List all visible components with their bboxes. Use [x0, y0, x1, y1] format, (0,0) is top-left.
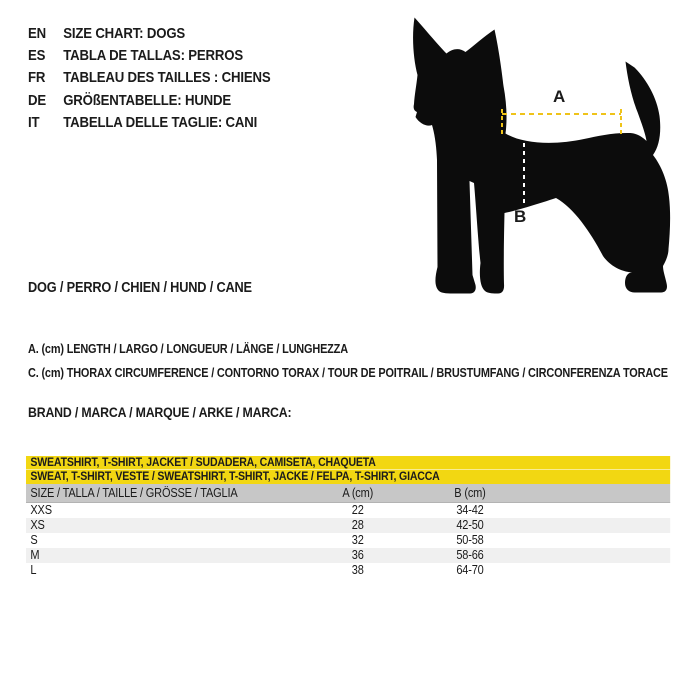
language-code: DE [28, 91, 46, 109]
size-cell: M [30, 548, 40, 562]
table-row [26, 563, 670, 578]
language-row [28, 44, 270, 66]
a-cell: 28 [351, 518, 364, 532]
table-title-line2: SWEAT, T-SHIRT, VESTE / SWEATSHIRT, T-SHIRT, JACKE / FELPA, T-SHIRT, GIACCA [30, 469, 440, 483]
table-title-banner [26, 456, 670, 484]
size-cell: XS [30, 518, 45, 532]
a-cell: 38 [351, 563, 364, 577]
b-cell: 64-70 [456, 563, 484, 577]
language-row [28, 22, 270, 44]
brand-line: BRAND / MARCA / MARQUE / ARKE / MARCA: [28, 404, 292, 420]
dog-silhouette [413, 18, 670, 294]
language-row [28, 67, 270, 89]
language-code: EN [28, 24, 46, 42]
table-header-row [26, 484, 670, 503]
size-table [26, 456, 670, 578]
language-title: GRÖßENTABELLE: HUNDE [63, 91, 232, 109]
size-cell: S [30, 533, 38, 547]
language-row [28, 111, 270, 133]
b-cell: 34-42 [456, 503, 484, 517]
column-header-size: SIZE / TALLA / TAILLE / GRÖSSE / TAGLIA [30, 485, 238, 500]
size-cell: XXS [30, 503, 52, 517]
table-row [26, 503, 670, 518]
column-header-a: A (cm) [342, 485, 374, 500]
table-row [26, 518, 670, 533]
measure-b-label: B [514, 207, 527, 226]
b-cell: 58-66 [456, 548, 484, 562]
a-cell: 32 [351, 533, 364, 547]
language-code: FR [28, 69, 46, 87]
dog-figure [400, 5, 700, 300]
language-title: TABELLA DELLE TAGLIE: CANI [63, 113, 258, 131]
language-row [28, 89, 270, 111]
a-cell: 36 [351, 548, 364, 562]
measure-legend-a: A. (cm) LENGTH / LARGO / LONGUEUR / LÄNGE / LUNGHEZZA [28, 341, 348, 356]
size-cell: L [30, 563, 37, 577]
a-cell: 22 [351, 503, 364, 517]
dog-silhouette-graphic [400, 5, 700, 300]
language-code: ES [28, 46, 46, 64]
table-row [26, 548, 670, 563]
language-title: SIZE CHART: DOGS [63, 24, 186, 42]
language-code: IT [28, 113, 40, 131]
language-title: TABLEAU DES TAILLES : CHIENS [63, 69, 271, 87]
language-title: TABLA DE TALLAS: PERROS [63, 46, 243, 64]
b-cell: 42-50 [456, 518, 484, 532]
b-cell: 50-58 [456, 533, 484, 547]
table-row [26, 533, 670, 548]
measure-a-label: A [553, 87, 566, 106]
column-header-b: B (cm) [454, 485, 486, 500]
table-title-line1: SWEATSHIRT, T-SHIRT, JACKET / SUDADERA, CAMISETA, CHAQUETA [26, 456, 670, 470]
language-list [28, 22, 304, 133]
measure-legend-c: C. (cm) THORAX CIRCUMFERENCE / CONTORNO TORAX / TOUR DE POITRAIL / BRUSTUMFANG / CIRCONFERENZA TORACE [28, 365, 668, 380]
dog-caption: DOG / PERRO / CHIEN / HUND / CANE [28, 280, 252, 296]
